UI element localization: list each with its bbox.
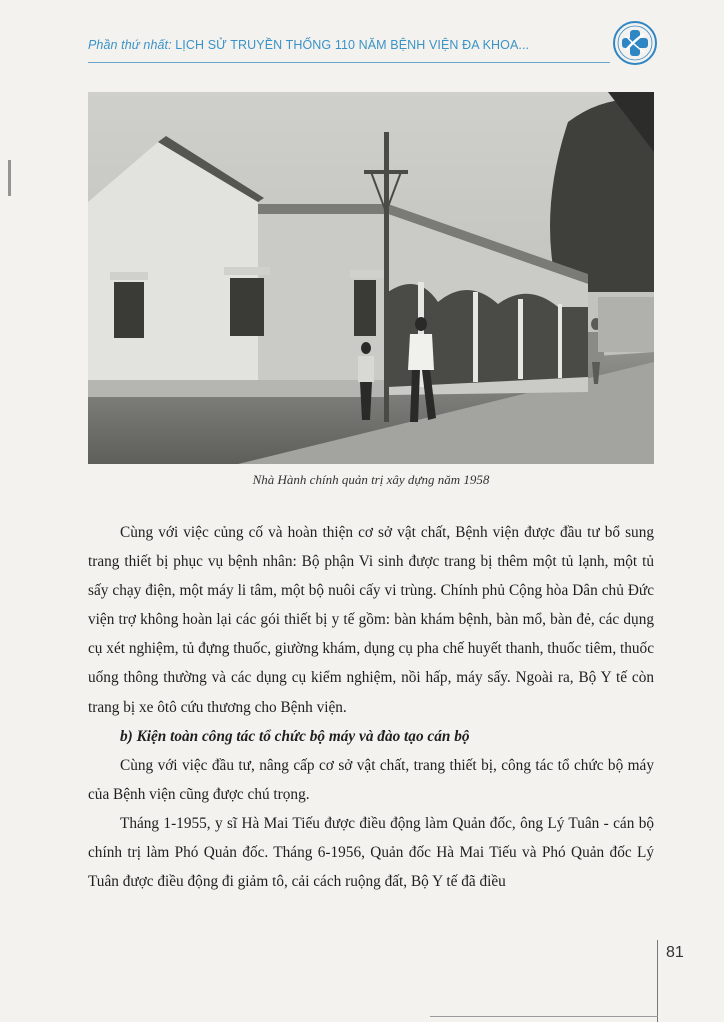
- running-header: [88, 38, 608, 52]
- body-text: [88, 518, 654, 896]
- hospital-cross-emblem-icon: [612, 20, 658, 66]
- paragraph: Cùng với việc củng cố và hoàn thiện cơ sở vật chất, Bệnh viện được đầu tư bổ sung trang thiết bị phục vụ bệnh nhân: Bộ phận Vi sinh được trang bị thêm một tủ lạnh, một tủ sấy chạy điện, một máy li tâm, một bộ nuôi cấy vi trùng. Chính phủ Cộng hòa Dân chủ Đức viện trợ không hoàn lại các gói thiết bị y tế gồm: bàn khám bệnh, bàn mổ, bàn đẻ, các dụng cụ xét nghiệm, tủ đựng thuốc, giường khám, dụng cụ pha chế huyết thanh, thuốc tiêm, thuốc uống thông thường và các dụng cụ kiểm nghiệm, nồi hấp, máy sấy. Ngoài ra, Bộ Y tế còn trang bị xe ôtô cứu thương cho Bệnh viện.: [88, 524, 654, 716]
- admin-building-illustration: [88, 92, 654, 464]
- paragraph: Tháng 1-1955, y sĩ Hà Mai Tiếu được điều động làm Quản đốc, ông Lý Tuân - cán bộ chính trị làm Phó Quản đốc. Tháng 6-1956, Quản đốc Hà Mai Tiếu và Phó Quản đốc Lý Tuân được điều động đi giảm tô, cải cách ruộng đất, Bộ Y tế đã điều: [88, 814, 654, 891]
- page-number: 81: [666, 944, 684, 961]
- scan-margin-mark: [8, 160, 11, 196]
- page-bottom-rule: [430, 1016, 658, 1017]
- page-number-rule: [657, 940, 658, 1022]
- header-rule: [88, 62, 610, 63]
- paragraph: Cùng với việc đầu tư, nâng cấp cơ sở vật chất, trang thiết bị, công tác tổ chức bộ máy của Bệnh viện cũng được chú trọng.: [88, 756, 654, 803]
- header-part: Phần thứ nhất:: [88, 38, 172, 52]
- building-photo: [88, 92, 654, 464]
- section-subheading: b) Kiện toàn công tác tổ chức bộ máy và đào tạo cán bộ: [120, 727, 470, 745]
- photo-caption: Nhà Hành chính quản trị xây dựng năm 1958: [252, 472, 490, 487]
- header-title: LỊCH SỬ TRUYỀN THỐNG 110 NĂM BỆNH VIỆN ĐA KHOA...: [171, 38, 530, 52]
